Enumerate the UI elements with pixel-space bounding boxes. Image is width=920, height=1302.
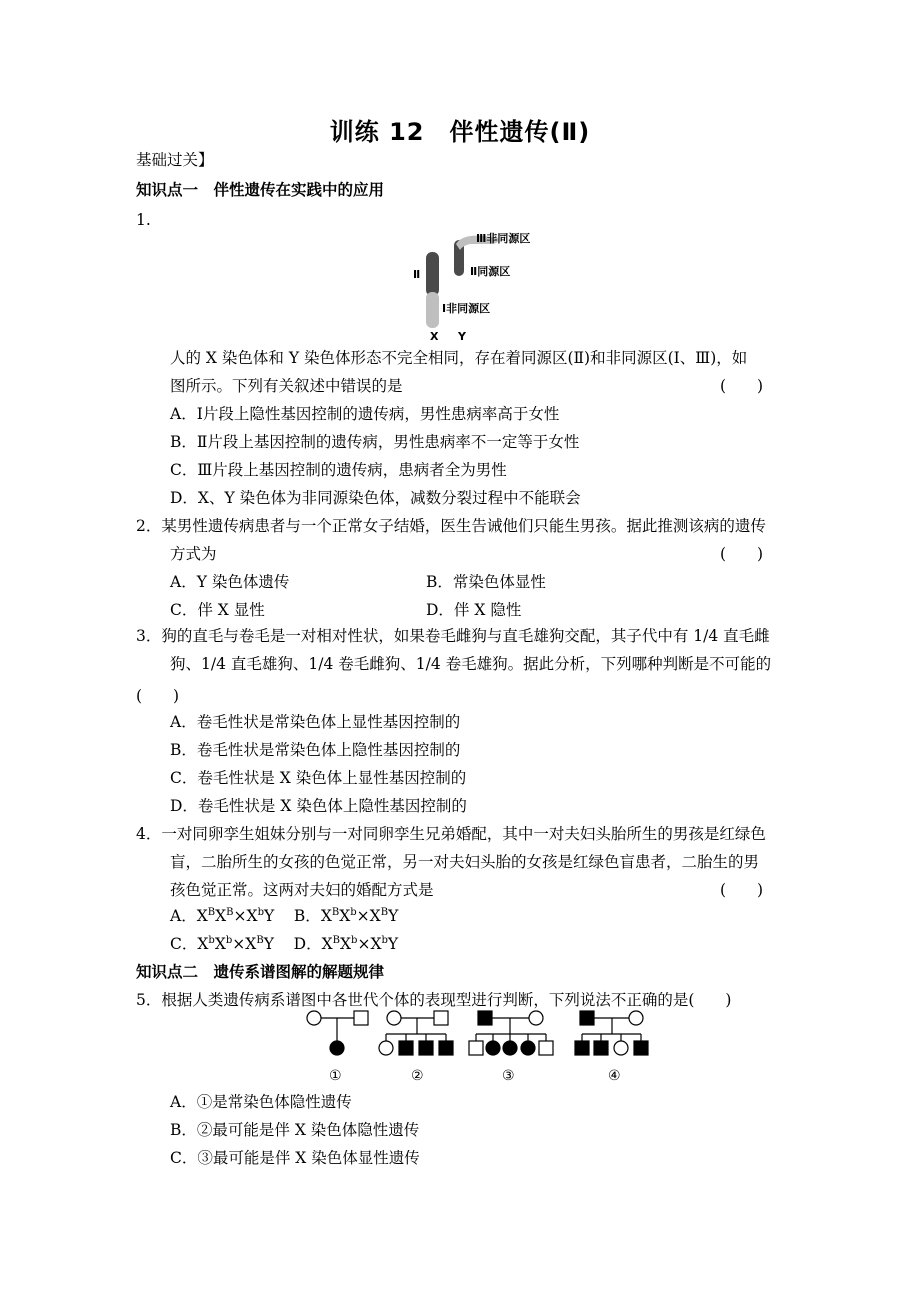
page-title: 训练 12 伴性遗传(Ⅱ) bbox=[329, 118, 591, 146]
pedigree-1 bbox=[307, 1011, 368, 1055]
q4-option-b-label: B． bbox=[293, 907, 321, 925]
q1-answer-paren: ( ) bbox=[720, 377, 764, 395]
q1-option-d: D．X、Y 染色体为非同源染色体，减数分裂过程中不能联会 bbox=[170, 489, 581, 507]
x-chromosome-homologous-region bbox=[426, 252, 439, 296]
q5-stem: 5．根据人类遗传病系谱图中各世代个体的表现型进行判断，下列说法不正确的是( ) bbox=[136, 991, 732, 1009]
q4-option-a-label: A． bbox=[170, 907, 197, 925]
q1-option-c: C．Ⅲ片段上基因控制的遗传病，患病者全为男性 bbox=[170, 461, 507, 479]
q2-option-b: B．常染色体显性 bbox=[426, 573, 546, 591]
q3-option-d: D．卷毛性状是 X 染色体上隐性基因控制的 bbox=[170, 797, 467, 815]
q1-stem-line2: 图所示。下列有关叙述中错误的是 bbox=[170, 377, 403, 395]
q4-stem-line1: 4．一对同卵孪生姐妹分别与一对同卵孪生兄弟婚配，其中一对夫妇头胎所生的男孩是红绿色 bbox=[136, 825, 766, 843]
label-i-nonhomologous: Ⅰ非同源区 bbox=[442, 302, 491, 315]
q3-answer-paren: ( ) bbox=[136, 687, 180, 705]
knowledge-point-1: 知识点一 伴性遗传在实践中的应用 bbox=[136, 181, 385, 199]
q5-option-c: C．③最可能是伴 X 染色体显性遗传 bbox=[170, 1149, 420, 1167]
q1-option-a: A．Ⅰ片段上隐性基因控制的遗传病，男性患病率高于女性 bbox=[170, 405, 560, 423]
x-chromosome-nonhomologous-region bbox=[426, 292, 439, 328]
q4-option-c-label: C． bbox=[170, 935, 198, 953]
q2-stem-line1: 2．某男性遗传病患者与一个正常女子结婚，医生告诫他们只能生男孩。据此推测该病的遗传 bbox=[136, 517, 766, 535]
pedigree-2 bbox=[379, 1011, 453, 1055]
chromosome-figure bbox=[400, 226, 560, 344]
label-x: X bbox=[430, 330, 439, 343]
q3-stem-line1: 3．狗的直毛与卷毛是一对相对性状，如果卷毛雌狗与直毛雄狗交配，其子代中有 1/4 直毛雌 bbox=[136, 627, 770, 645]
pedigree-label-3: ③ bbox=[502, 1068, 515, 1084]
label-ii-left: Ⅱ bbox=[413, 268, 421, 281]
q4-option-d-label: D． bbox=[293, 935, 322, 953]
label-ii-homologous: Ⅱ同源区 bbox=[470, 265, 511, 278]
q2-stem-line2: 方式为 bbox=[170, 545, 217, 563]
pedigree-label-2: ② bbox=[411, 1068, 424, 1084]
q3-option-a: A．卷毛性状是常染色体上显性基因控制的 bbox=[170, 713, 461, 731]
q4-options-row2: C．$X^bX^b\times X^BY$ D．$X^BX^b\times X^bY$ bbox=[170, 935, 399, 953]
q5-option-a: A．①是常染色体隐性遗传 bbox=[170, 1093, 352, 1111]
label-iii-nonhomologous: Ⅲ非同源区 bbox=[476, 232, 531, 245]
q2-option-c: C．伴 X 显性 bbox=[170, 601, 265, 619]
q4-stem-line2: 盲，二胎所生的女孩的色觉正常，另一对夫妇头胎的女孩是红绿色盲患者，二胎生的男 bbox=[170, 853, 760, 871]
q1-number: 1. bbox=[136, 211, 151, 229]
q2-answer-paren: ( ) bbox=[720, 545, 764, 563]
pedigree-4 bbox=[575, 1011, 648, 1055]
pedigree-3 bbox=[469, 1011, 553, 1055]
q4-stem-line3: 孩色觉正常。这两对夫妇的婚配方式是 bbox=[170, 881, 434, 899]
pedigree-label-1: ① bbox=[329, 1068, 342, 1084]
q2-option-a: A．Y 染色体遗传 bbox=[170, 573, 290, 591]
q3-option-c: C．卷毛性状是 X 染色体上显性基因控制的 bbox=[170, 769, 467, 787]
q4-answer-paren: ( ) bbox=[720, 881, 764, 899]
pedigree-charts bbox=[300, 1006, 670, 1086]
label-y: Y bbox=[458, 330, 466, 343]
section-heading: 基础过关】 bbox=[136, 151, 214, 169]
pedigree-label-4: ④ bbox=[608, 1068, 621, 1084]
knowledge-point-2: 知识点二 遗传系谱图解的解题规律 bbox=[136, 963, 385, 981]
q1-stem-line1: 人的 X 染色体和 Y 染色体形态不完全相同，存在着同源区(Ⅱ)和非同源区(Ⅰ、Ⅲ)，如 bbox=[170, 349, 748, 367]
q4-options-row1: A．$X^BX^B\times X^bY$ B．$X^BX^b\times X^BY$ bbox=[170, 907, 399, 925]
q5-option-b: B．②最可能是伴 X 染色体隐性遗传 bbox=[170, 1121, 420, 1139]
q3-option-b: B．卷毛性状是常染色体上隐性基因控制的 bbox=[170, 741, 461, 759]
q1-option-b: B．Ⅱ片段上基因控制的遗传病，男性患病率不一定等于女性 bbox=[170, 433, 580, 451]
q2-option-d: D．伴 X 隐性 bbox=[426, 601, 522, 619]
q3-stem-line2: 狗、1/4 直毛雄狗、1/4 卷毛雌狗、1/4 卷毛雄狗。据此分析，下列哪种判断是不可能的 bbox=[170, 655, 772, 673]
